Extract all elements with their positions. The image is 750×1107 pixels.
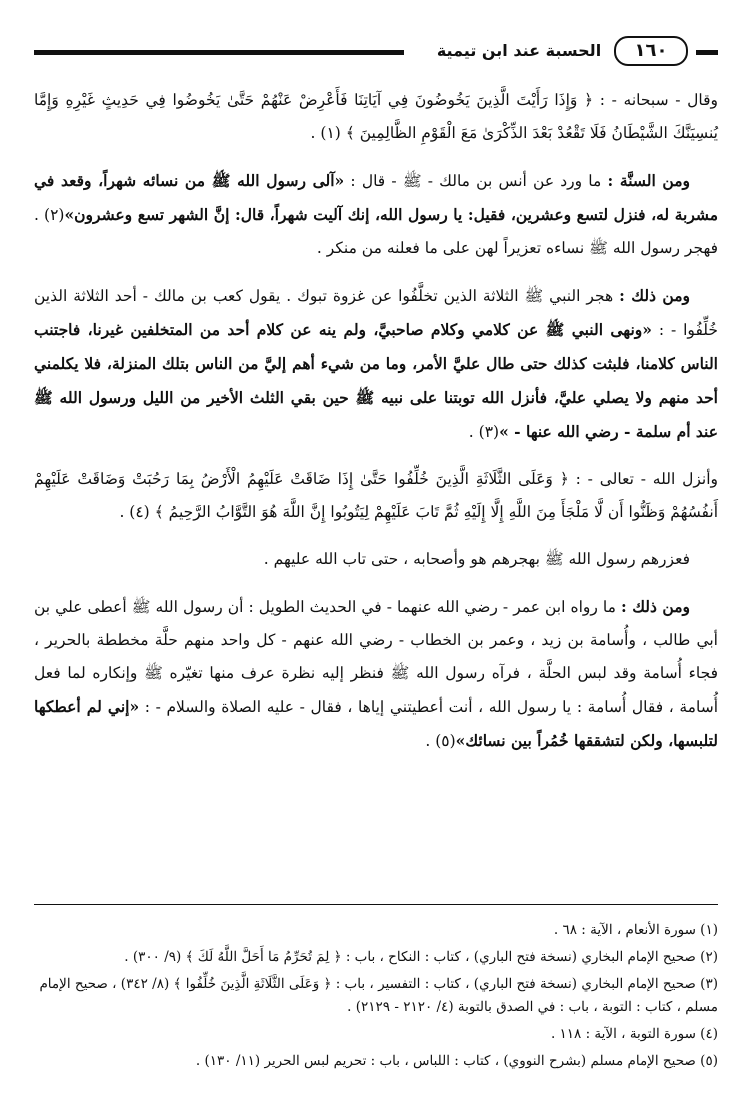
- paragraph: [34, 463, 718, 529]
- running-title: الحسبة عند ابن تيمية: [436, 41, 602, 60]
- paragraph-text: ما ورد عن أنس بن مالك - ﷺ - قال :: [344, 172, 602, 190]
- paragraph: [34, 590, 718, 758]
- footnote: (٥) صحيح الإمام مسلم (بشرح النووي) ، كتاب : اللباس ، باب : تحريم لبس الحرير (١١/ ١٣٠) .: [195, 1053, 718, 1069]
- paragraph-tail: (٣) .: [468, 423, 500, 441]
- footnote: (٣) صحيح الإمام البخاري (نسخة فتح الباري) ، كتاب : التفسير ، باب : ﴿ وَعَلَى الثَّلَاثَةِ الَّذِينَ خُلِّفُوا ﴾ (٨/ ٣٤٢) ، صحيح الإمام مسلم ، كتاب : التوبة ، باب : في الصدق بالتوبة (٤/ ٢١٢٠ - ٢١٢٩) .: [39, 976, 718, 1015]
- paragraph-text: ما رواه ابن عمر - رضي الله عنهما - في الحديث الطويل : أن رسول الله ﷺ أعطى علي بن أبي طالب ، وأُسامة بن زيد ، وعمر بن الخطاب - رضي الله عنهم - كل واحد منهم حلَّة مخططة بالحرير ، فجاء أُسامة وقد لبس الحلَّة ، فرآه رسول الله ﷺ فنظر إليه نظرة عرف منها تغيّره ﷺ وإنكاره لما فعل أُسامة ، فقال أُسامة : يا رسول الله ، أنت أعطيتني إياها ، فقال - عليه الصلاة والسلام - :: [34, 598, 718, 716]
- paragraph-text: وقال - سبحانه - : ﴿ وَإِذَا رَأَيْتَ الَّذِينَ يَخُوضُونَ فِي آيَاتِنَا فَأَعْرِضْ عَنْهُمْ حَتَّىٰ يَخُوضُوا فِي حَدِيثٍ غَيْرِهِ وَإِمَّا يُنسِيَنَّكَ الشَّيْطَانُ فَلَا تَقْعُدْ بَعْدَ الذِّكْرَىٰ مَعَ الْقَوْمِ الظَّالِمِينَ ﴾ (١) .: [34, 91, 718, 142]
- paragraph-tail: (٢) . فهجر رسول الله ﷺ نساءه تعزيراً لهن على ما فعلنه من منكر .: [34, 206, 718, 257]
- paragraph: [34, 279, 718, 449]
- hadith-quote: «ونهى النبي ﷺ عن كلامي وكلام صاحبيَّ، ولم ينه عن كلام أحد من المتخلفين غيرنا، فاجتنب الناس كلامنا، فلبثت كذلك حتى طال عليَّ الأمر، وما من شيء أهم إليَّ من الناس بتلك المنزلة، فلا يكلمني أحد منهم ولا يصلي عليَّ، فأنزل الله توبتنا على نبيه ﷺ حين بقي الثلث الأخير من الليل ورسول الله ﷺ عند أم سلمة - رضي الله عنها - »: [34, 320, 718, 441]
- paragraph-text: وأنزل الله - تعالى - : ﴿ وَعَلَى الثَّلَاثَةِ الَّذِينَ خُلِّفُوا حَتَّىٰ إِذَا ضَاقَتْ عَلَيْهِمُ الْأَرْضُ بِمَا رَحُبَتْ وَضَاقَتْ عَلَيْهِمْ أَنفُسُهُمْ وَظَنُّوا أَن لَّا مَلْجَأَ مِنَ اللَّهِ إِلَّا إِلَيْهِ ثُمَّ تَابَ عَلَيْهِمْ لِيَتُوبُوا إِنَّ اللَّهَ هُوَ التَّوَّابُ الرَّحِيمُ ﴾ (٤) .: [34, 470, 718, 521]
- footnote: (٤) سورة التوبة ، الآية : ١١٨ .: [550, 1026, 718, 1042]
- paragraph-lead: ومن ذلك :: [620, 597, 690, 616]
- paragraph-text: هجر النبي ﷺ الثلاثة الذين تخلَّفُوا عن غزوة تبوك . يقول كعب بن مالك - أحد الثلاثة الذين خُلِّفُوا - :: [34, 287, 718, 339]
- page-header: [34, 36, 718, 66]
- footnote: (٢) صحيح الإمام البخاري (نسخة فتح الباري) ، كتاب : النكاح ، باب : ﴿ لِمَ تُحَرِّمُ مَا أَحَلَّ اللَّهُ لَكَ ﴾ (٩/ ٣٠٠) .: [124, 949, 718, 965]
- page-number: ١٦٠: [614, 36, 688, 66]
- paragraph-tail: (٥) .: [425, 732, 456, 750]
- hadith-quote: «إني لم أعطكها لتلبسها، ولكن لتشققها خُمُراً بين نسائك»: [34, 697, 718, 750]
- main-text: [34, 84, 718, 772]
- header-rule-left: [34, 50, 404, 55]
- header-rule-right: [696, 50, 718, 55]
- hadith-quote: «آلى رسول الله ﷺ من نسائه شهراً، وقعد في مشربة له، فنزل لتسع وعشرين، فقيل: يا رسول الله، إنك آليت شهراً، قال: إنَّ الشهر تسع وعشرون»: [34, 171, 719, 224]
- paragraph: [34, 164, 718, 265]
- paragraph-lead: ومن ذلك :: [619, 286, 690, 305]
- paragraph-lead: ومن السنَّة :: [607, 171, 690, 190]
- footnotes: [34, 904, 718, 1077]
- paragraph-text: فعزرهم رسول الله ﷺ بهجرهم هو وأصحابه ، حتى تاب الله عليهم .: [263, 550, 690, 568]
- paragraph: [34, 84, 718, 150]
- paragraph: [34, 543, 718, 576]
- footnote: (١) سورة الأنعام ، الآية : ٦٨ .: [553, 922, 718, 938]
